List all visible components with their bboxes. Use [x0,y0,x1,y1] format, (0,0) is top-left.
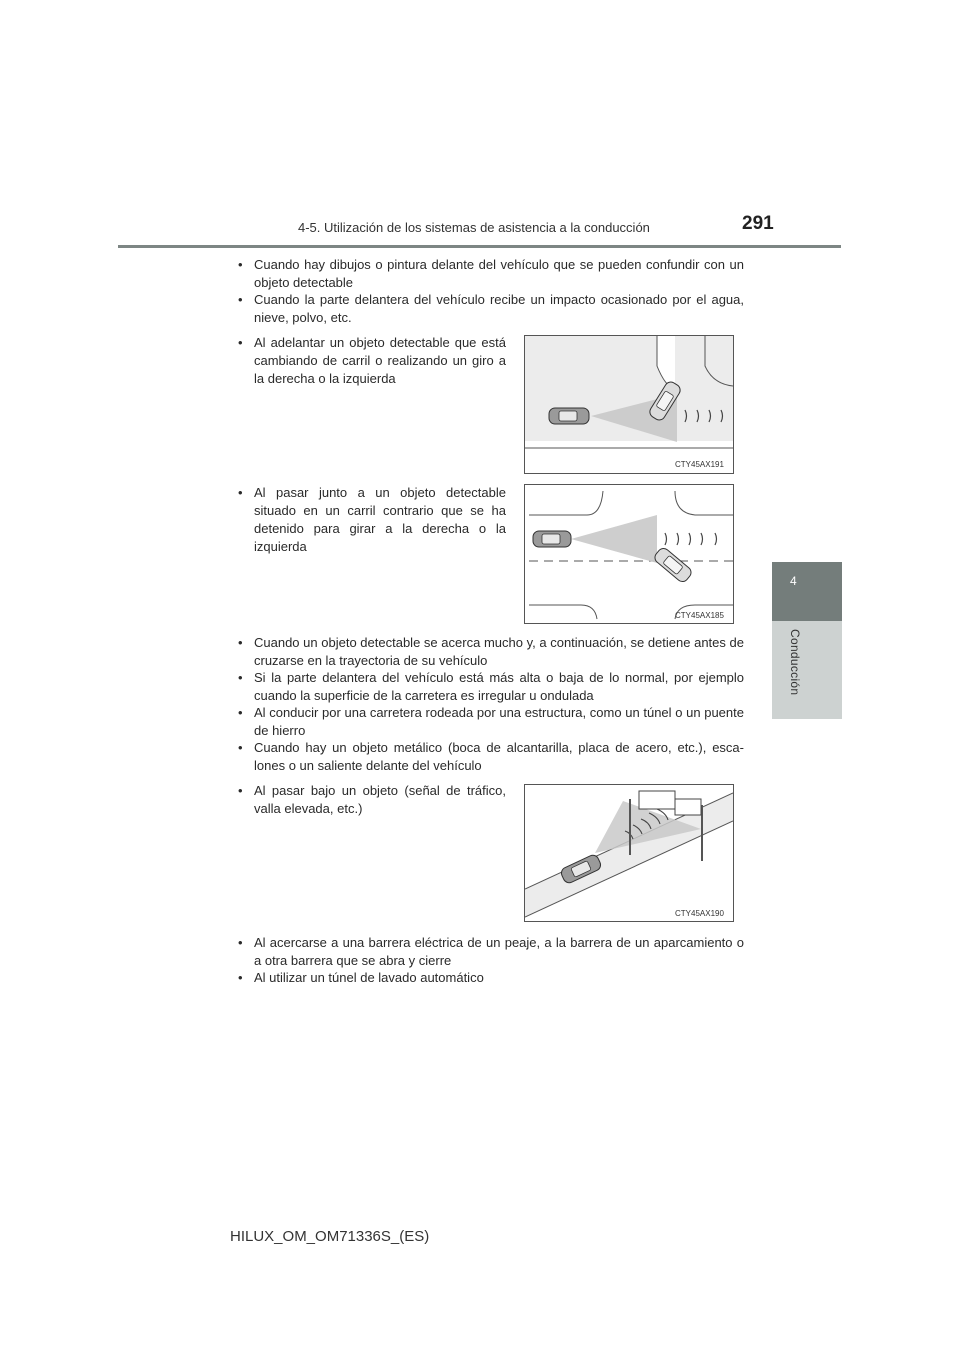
bullet-symbol: • [238,485,243,500]
bullet-symbol: • [238,670,243,685]
list-item-text: Si la parte delantera del vehículo está más alta o baja de lo normal, por ejemplo cuando la superficie de la carretera es irregular u ondulada [254,670,744,703]
figure-illustration [525,785,733,921]
bullet-symbol: • [238,292,243,307]
header-section-title: 4-5. Utilización de los sistemas de asistencia a la conducción [298,220,650,235]
list-item [238,739,744,775]
chapter-tab-number [772,562,842,621]
list-item [238,484,506,556]
chapter-number: 4 [790,574,797,588]
list-item [238,291,744,327]
list-item-text: Al conducir por una carretera rodeada por una estructura, como un túnel o un puente de hierro [254,705,744,738]
figure-illustration [525,485,733,623]
list-item [238,634,744,670]
list-item-text: Cuando hay dibujos o pintura delante del vehículo que se pueden confundir con un objeto detectable [254,257,744,290]
list-item-text: Cuando la parte delantera del vehículo recibe un impacto ocasionado por el agua, nieve, polvo, etc. [254,292,744,325]
chapter-tab-label [772,621,842,719]
list-item-text: Al adelantar un objeto detectable que está cambiando de carril o realizando un giro a la derecha o la izquierda [254,335,506,386]
bullet-symbol: • [238,740,243,755]
list-item [238,782,506,818]
list-item [238,934,744,970]
figure-overtaking-turning-object [524,335,734,474]
bullet-symbol: • [238,705,243,720]
list-item [238,256,744,292]
list-item [238,704,744,740]
figure-illustration [525,336,733,473]
figure-code: CTY45AX191 [675,460,724,469]
header-rule [118,245,841,248]
document-code-footer: HILUX_OM_OM71336S_(ES) [230,1228,430,1245]
list-item-text: Cuando un objeto detectable se acerca mucho y, a continuación, se detiene antes de cruzarse en la trayectoria de su vehículo [254,635,744,668]
bullet-symbol: • [238,935,243,950]
bullet-symbol: • [238,635,243,650]
list-item [238,669,744,705]
list-item-text: Cuando hay un objeto metálico (boca de alcantarilla, placa de acero, etc.), esca-lones o un saliente delante del vehículo [254,740,744,773]
figure-code: CTY45AX190 [675,909,724,918]
bullet-symbol: • [238,970,243,985]
figure-oncoming-stopped-object [524,484,734,624]
page-number: 291 [742,213,774,234]
figure-code: CTY45AX185 [675,611,724,620]
bullet-symbol: • [238,335,243,350]
list-item [238,969,744,987]
chapter-label: Conducción [788,629,802,696]
bullet-symbol: • [238,783,243,798]
list-item-text: Al pasar bajo un objeto (señal de tráfico, valla elevada, etc.) [254,783,506,816]
figure-passing-under-object [524,784,734,922]
bullet-symbol: • [238,257,243,272]
list-item-text: Al acercarse a una barrera eléctrica de un peaje, a la barrera de un aparcamiento o a otra barrera que se abra y cierre [254,935,744,968]
list-item [238,334,506,388]
list-item-text: Al utilizar un túnel de lavado automático [254,970,484,985]
list-item-text: Al pasar junto a un objeto detectable situado en un carril contrario que se ha detenido para girar a la derecha o la izquierda [254,485,506,554]
